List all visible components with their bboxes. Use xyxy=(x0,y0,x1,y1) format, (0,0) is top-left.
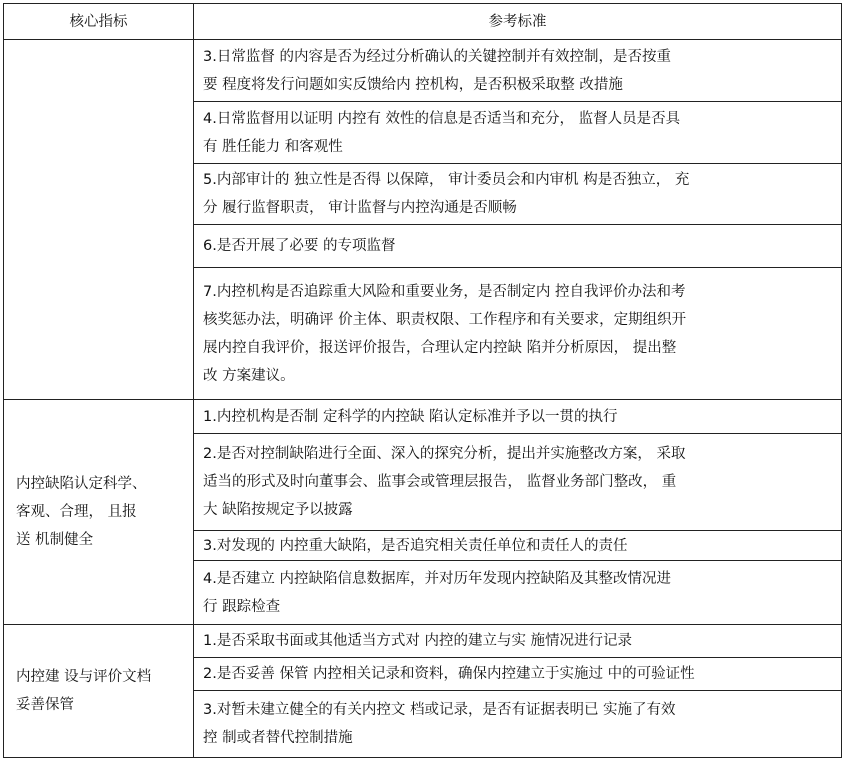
criterion-cell xyxy=(194,400,842,434)
criterion-text: 4.是否建立 内控缺陷信息数据库，并对历年发现内控缺陷及其整改情况进 xyxy=(203,570,671,587)
indicator-text: 内控缺陷认定科学、 xyxy=(16,476,147,492)
criterion-text: 改 方案建议。 xyxy=(203,367,295,384)
criterion-text: 7.内控机构是否追踪重大风险和重要业务，是否制定内 控自我评价办法和考 xyxy=(203,283,686,300)
table-row xyxy=(4,400,842,434)
criterion-cell xyxy=(194,225,842,268)
criterion-text: 分 履行监督职责， 审计监督与内控沟通是否顺畅 xyxy=(203,200,517,216)
header-reference-standard: 参考标准 xyxy=(194,4,842,40)
criterion-text: 1.内控机构是否制 定科学的内控缺 陷认定标准并予以一贯的执行 xyxy=(203,408,618,425)
criterion-text: 4.日常监督用以证明 内控有 效性的信息是否适当和充分， 监督人员是否具 xyxy=(203,110,681,127)
criterion-text: 3.日常监督 的内容是否为经过分析确认的关键控制并有效控制，是否按重 xyxy=(203,48,671,65)
criterion-text: 1.是否采取书面或其他适当方式对 内控的建立与实 施情况进行记录 xyxy=(203,633,633,649)
criterion-cell xyxy=(194,102,842,164)
criterion-text: 要 程度将发行问题如实反馈给内 控机构，是否积极采取整 改措施 xyxy=(203,76,623,93)
criterion-text: 3.对发现的 内控重大缺陷，是否追究相关责任单位和责任人的责任 xyxy=(203,537,628,554)
table-row xyxy=(4,40,842,102)
criterion-cell xyxy=(194,658,842,691)
indicator-text: 妥善保管 xyxy=(16,697,74,713)
criterion-text: 2.是否对控制缺陷进行全面、深入的探究分析，提出并实施整改方案， 采取 xyxy=(203,446,686,462)
core-indicator-cell xyxy=(4,625,194,758)
header-core-indicator: 核心指标 xyxy=(4,4,194,40)
criterion-text: 控 制或者替代控制措施 xyxy=(203,730,353,746)
criterion-cell xyxy=(194,40,842,102)
criterion-cell xyxy=(194,434,842,531)
indicator-text: 客观、合理， 且报 xyxy=(16,504,137,520)
criterion-text: 有 胜任能力 和客观性 xyxy=(203,138,343,155)
criterion-text: 3.对暂未建立健全的有关内控文 档或记录，是否有证据表明已 实施了有效 xyxy=(203,702,676,718)
table-row xyxy=(4,625,842,658)
indicator-text: 内控建 设与评价文档 xyxy=(16,669,152,685)
criterion-cell xyxy=(194,268,842,400)
criterion-cell xyxy=(194,625,842,658)
indicator-text: 送 机制健全 xyxy=(16,532,94,548)
indicator-table xyxy=(3,3,842,758)
criterion-cell xyxy=(194,691,842,758)
criterion-text: 6.是否开展了必要 的专项监督 xyxy=(203,238,396,254)
criterion-text: 适当的形式及时向董事会、监事会或管理层报告， 监督业务部门整改， 重 xyxy=(203,474,677,490)
criterion-text: 2.是否妥善 保管 内控相关记录和资料，确保内控建立于实施过 中的可验证性 xyxy=(203,666,695,682)
core-indicator-cell xyxy=(4,40,194,400)
core-indicator-cell xyxy=(4,400,194,625)
criterion-cell xyxy=(194,164,842,225)
criterion-text: 展内控自我评价，报送评价报告，合理认定内控缺 陷并分析原因， 提出整 xyxy=(203,339,677,356)
criterion-cell xyxy=(194,531,842,561)
criterion-text: 大 缺陷按规定予以披露 xyxy=(203,502,353,518)
criterion-text: 5.内部审计的 独立性是否得 以保障， 审计委员会和内审机 构是否独立， 充 xyxy=(203,172,690,188)
criterion-cell xyxy=(194,561,842,625)
criterion-text: 行 跟踪检查 xyxy=(203,598,281,615)
header-row xyxy=(4,4,842,40)
criterion-text: 核奖惩办法，明确评 价主体、职责权限、工作程序和有关要求，定期组织开 xyxy=(203,311,687,328)
